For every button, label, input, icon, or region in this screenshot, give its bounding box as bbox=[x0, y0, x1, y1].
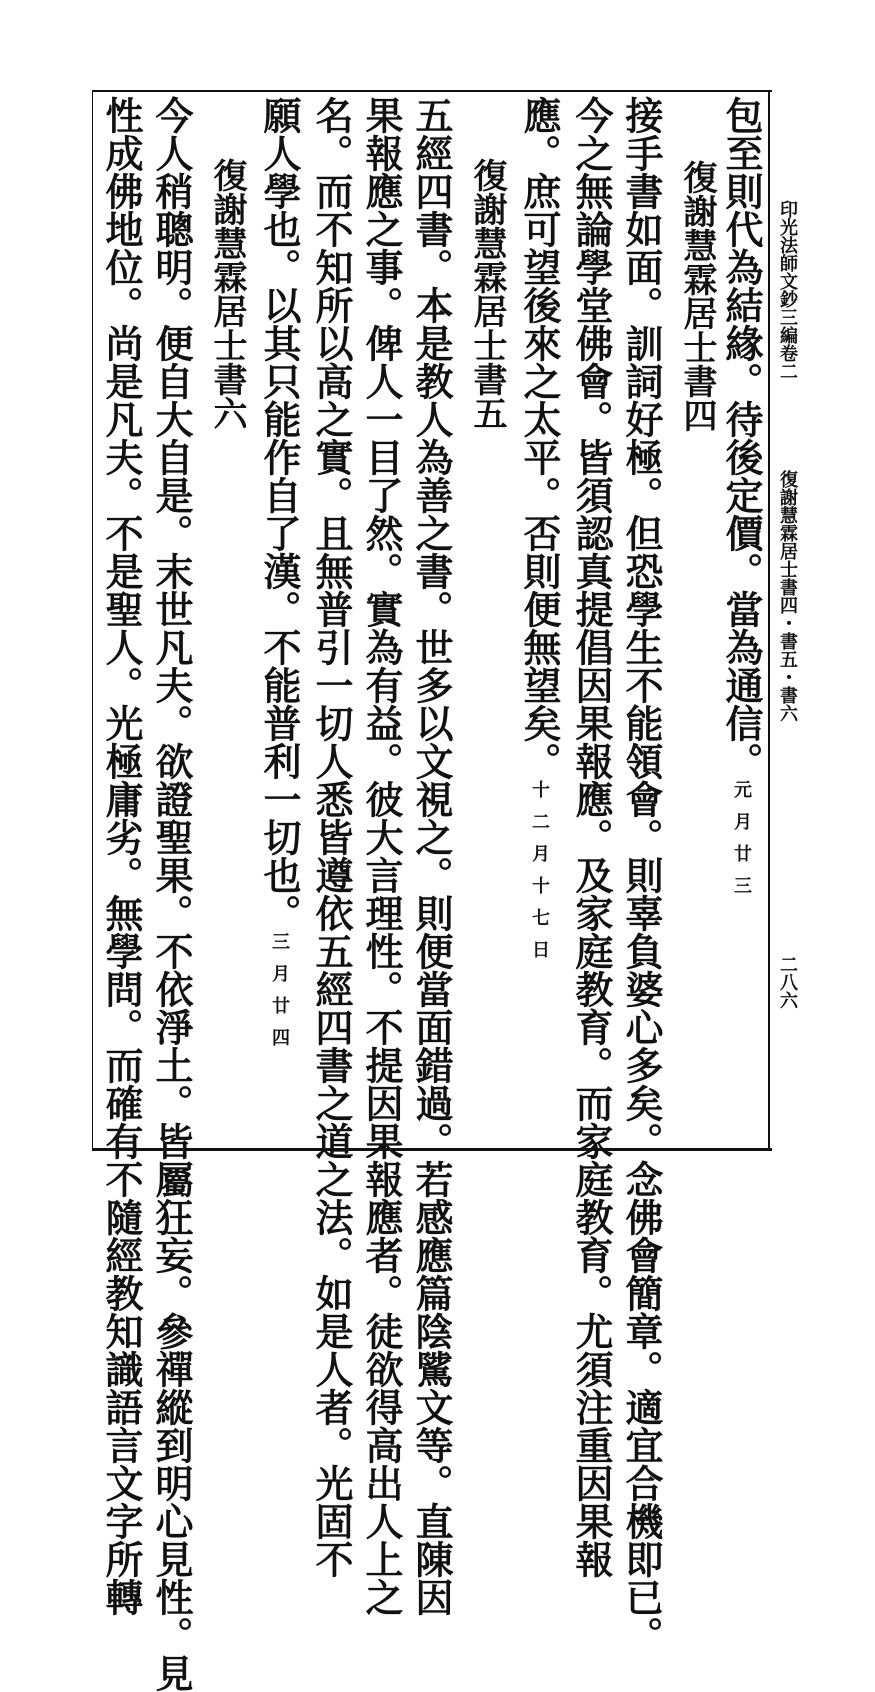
text-line-1-body: 包至則代為結緣。待後定價。當為通信。 bbox=[719, 96, 764, 780]
date-letter-3: 元月廿三 bbox=[731, 780, 752, 908]
text-line-4 bbox=[517, 96, 562, 972]
text-line-7: 名。而不知所以高之實。且無普引一切人悉皆遵依五經四書之道之法。如是人者。光固不 bbox=[309, 96, 354, 1578]
text-line-8 bbox=[257, 96, 302, 1060]
text-line-1 bbox=[719, 96, 764, 908]
right-margin-rule bbox=[768, 90, 770, 1150]
text-line-4-body: 應。庶可望後來之太平。否則便無望矣。 bbox=[517, 96, 562, 780]
text-line-6: 果報應之事。俾人一目了然。實為有益。彼大言理性。不提因果報應者。徒欲得高出人上之 bbox=[359, 96, 404, 1616]
left-border bbox=[92, 90, 93, 1150]
text-line-8-body: 願人學也。以其只能作自了漢。不能普利一切也。 bbox=[257, 96, 302, 932]
letter-title-4: 復謝慧霖居士書四 bbox=[677, 160, 717, 432]
book-title: 印光法師文鈔三編卷二 bbox=[777, 200, 798, 380]
text-line-3: 今之無論學堂佛會。皆須認真提倡因果報應。及家庭教育。而家庭教育。尤須注重因果報 bbox=[569, 96, 614, 1578]
date-letter-4: 十二月十七日 bbox=[529, 780, 550, 972]
letter-title-6: 復謝慧霖居士書六 bbox=[207, 158, 247, 430]
top-border bbox=[92, 90, 772, 92]
text-line-10: 性成佛地位。尚是凡夫。不是聖人。光極庸劣。無學問。而確有不隨經教知識語言文字所轉 bbox=[99, 96, 144, 1616]
section-title: 復謝慧霖居士書四・書五・書六 bbox=[777, 470, 798, 722]
letter-title-5: 復謝慧霖居士書五 bbox=[467, 158, 507, 430]
page-number: 二八六 bbox=[777, 955, 798, 1009]
text-line-9: 今人稍聰明。便自大自是。末世凡夫。欲證聖果。不依淨土。皆屬狂妄。參禪縱到明心見性。見 bbox=[149, 96, 194, 1692]
text-line-2: 接手書如面。訓詞好極。但恐學生不能領會。則辜負婆心多矣。念佛會簡章。適宜合機即已。 bbox=[619, 96, 664, 1654]
text-line-5: 五經四書。本是教人為善之書。世多以文視之。則便當面錯過。若感應篇陰騭文等。直陳因 bbox=[409, 96, 454, 1616]
date-letter-5: 三月廿四 bbox=[269, 932, 290, 1060]
